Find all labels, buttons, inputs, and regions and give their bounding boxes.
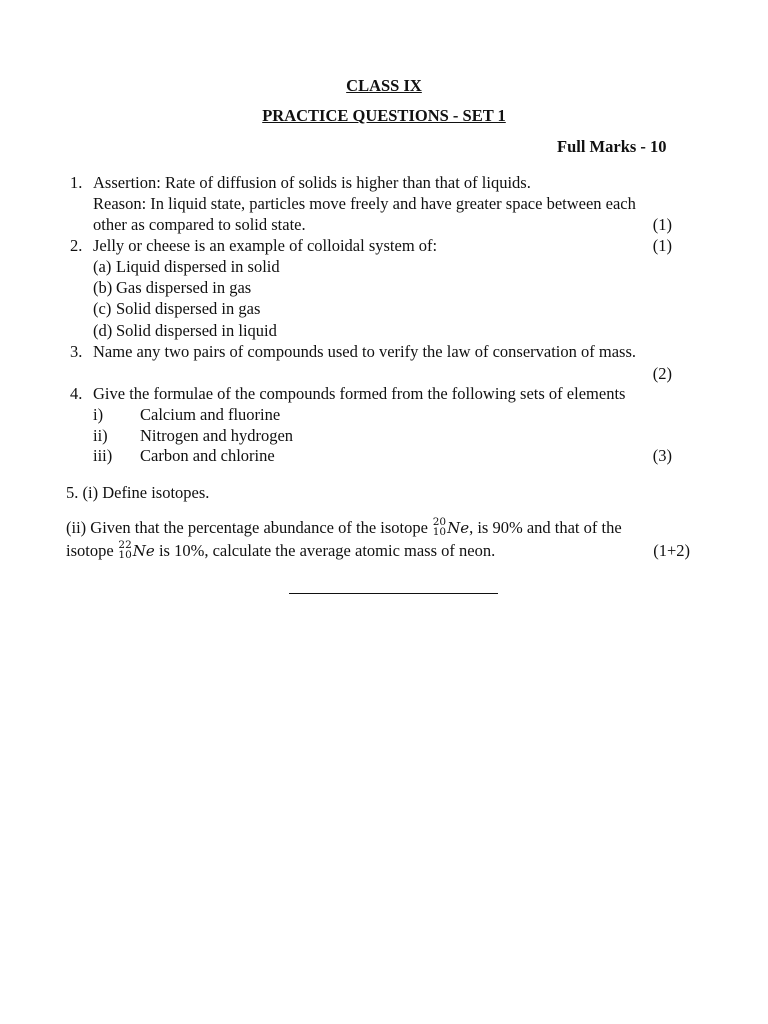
- q5-part2-line1: [66, 518, 622, 538]
- q2-text: Jelly or cheese is an example of colloidal system of:: [93, 236, 438, 255]
- mass-number: 20: [432, 516, 447, 528]
- q5-part2-line2: [66, 541, 495, 561]
- q1-number: 1.: [70, 173, 83, 192]
- element-symbol: Ne: [447, 519, 470, 537]
- q2-marks: (1): [652, 236, 672, 255]
- isotope-notation: [118, 541, 133, 561]
- q5-part1: 5. (i) Define isotopes.: [66, 483, 210, 502]
- q5-part2-text: (ii) Given that the percentage abundance of the isotope: [66, 518, 433, 537]
- q2-option-text: Liquid dispersed in solid: [116, 257, 280, 276]
- q2-option-label: (b): [93, 278, 113, 297]
- atomic-number: 10: [118, 549, 132, 561]
- q4-item-label: ii): [93, 426, 108, 445]
- q5-marks: (1+2): [653, 541, 690, 560]
- q1-assertion: Assertion: Rate of diffusion of solids is higher than that of liquids.: [93, 173, 531, 192]
- q3-marks: (2): [652, 364, 672, 383]
- q4-number: 4.: [70, 384, 83, 403]
- mass-number: 22: [118, 539, 132, 551]
- atomic-number: 10: [432, 526, 447, 538]
- q2-option-text: Solid dispersed in liquid: [116, 321, 277, 340]
- paper-title: PRACTICE QUESTIONS - SET 1: [262, 106, 506, 125]
- q4-item-text: Calcium and fluorine: [140, 405, 281, 424]
- element-symbol: Ne: [132, 542, 155, 560]
- q2-option-text: Gas dispersed in gas: [116, 278, 252, 297]
- q1-marks: (1): [652, 215, 672, 234]
- q5-part2-text: isotope: [66, 541, 118, 560]
- q1-reason-cont: other as compared to solid state.: [93, 215, 306, 234]
- q2-option-text: Solid dispersed in gas: [116, 299, 261, 318]
- q3-number: 3.: [70, 342, 83, 361]
- q1-reason: Reason: In liquid state, particles move freely and have greater space between each: [93, 194, 636, 213]
- class-heading: CLASS IX: [346, 76, 422, 95]
- q4-item-label: iii): [93, 446, 113, 465]
- q4-text: Give the formulae of the compounds formed from the following sets of elements: [93, 384, 626, 403]
- q4-item-label: i): [93, 405, 104, 424]
- q5-part2-text: , is 90% and that of the: [469, 518, 622, 537]
- q2-option-label: (c): [93, 299, 112, 318]
- isotope-notation: [432, 518, 447, 538]
- q3-text: Name any two pairs of compounds used to verify the law of conservation of mass.: [93, 342, 636, 361]
- full-marks: Full Marks - 10: [557, 137, 667, 156]
- q4-item-text: Carbon and chlorine: [140, 446, 275, 465]
- q4-item-text: Nitrogen and hydrogen: [140, 426, 294, 445]
- q2-option-label: (d): [93, 321, 113, 340]
- end-divider: [289, 593, 498, 594]
- q2-option-label: (a): [93, 257, 112, 276]
- q2-number: 2.: [70, 236, 83, 255]
- q4-marks: (3): [652, 446, 672, 465]
- q5-part2-text: is 10%, calculate the average atomic mass of neon.: [154, 541, 496, 560]
